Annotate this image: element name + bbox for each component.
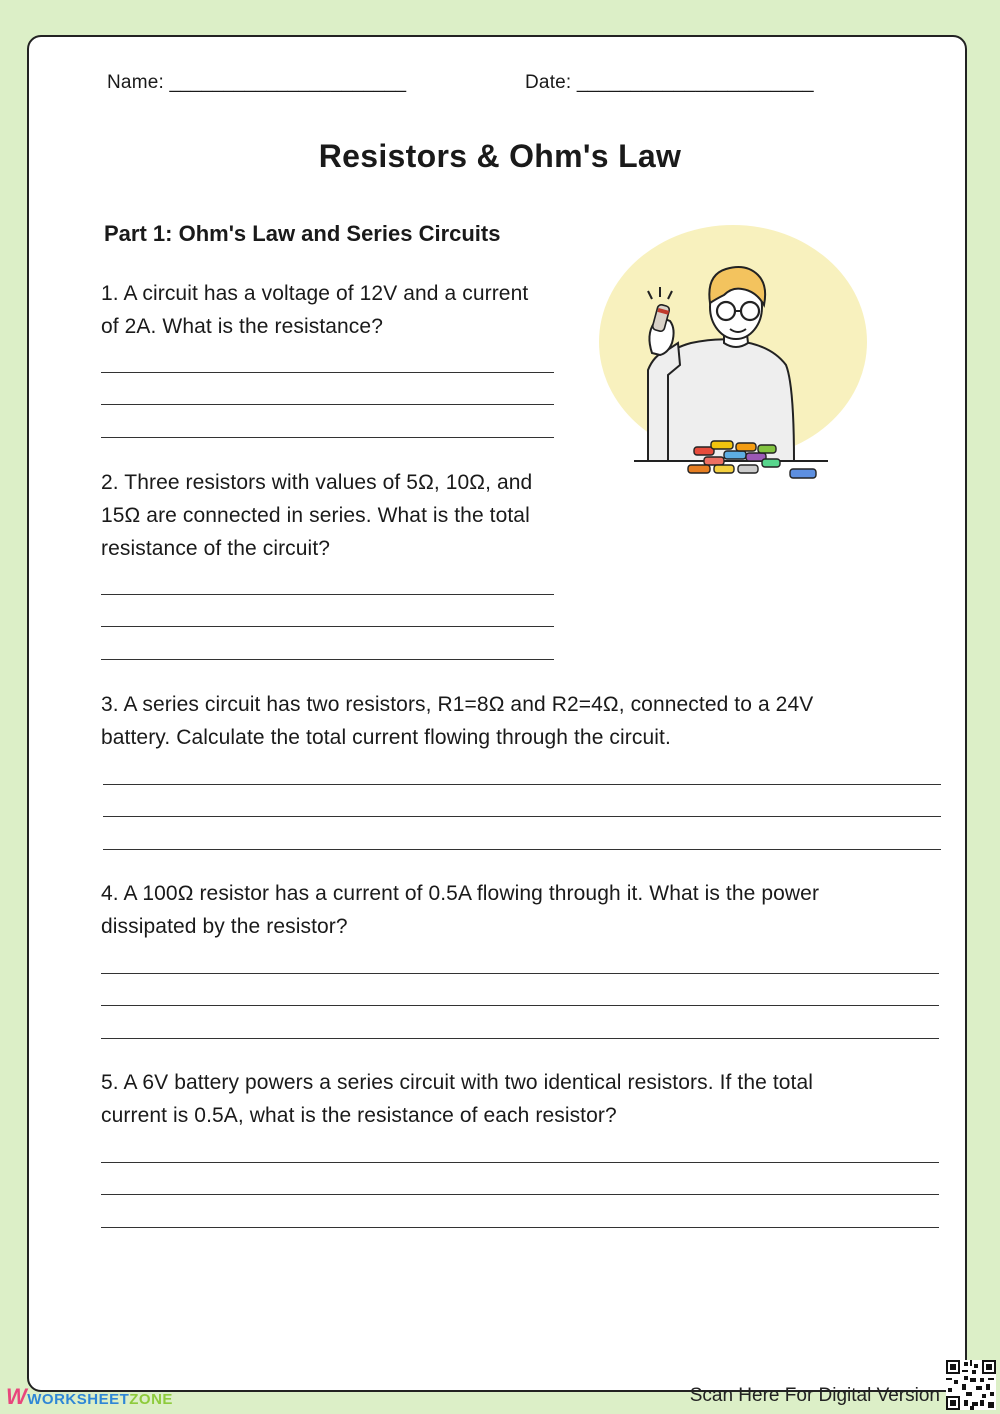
answer-line[interactable]	[101, 373, 554, 406]
answer-line[interactable]	[103, 817, 941, 850]
question-3	[101, 688, 813, 754]
page-title: Resistors & Ohm's Law	[318, 138, 682, 174]
answer-lines-4[interactable]	[101, 941, 939, 1039]
answer-line[interactable]	[101, 340, 554, 373]
question-2-line-2: 15Ω are connected in series. What is the total	[101, 504, 530, 527]
logo-text-worksheet: WORKSHEET	[27, 1391, 130, 1408]
qr-code-icon[interactable]	[946, 1360, 996, 1410]
question-4-line-1: 4. A 100Ω resistor has a current of 0.5A flowing through it. What is the power	[101, 882, 820, 905]
question-3-line-2: battery. Calculate the total current flowing through the circuit.	[101, 726, 671, 749]
answer-line[interactable]	[101, 405, 554, 438]
question-2-line-3: resistance of the circuit?	[101, 537, 331, 560]
section-heading: Part 1: Ohm's Law and Series Circuits	[104, 221, 501, 246]
question-4	[101, 877, 819, 943]
answer-line[interactable]	[103, 785, 941, 818]
question-1-line-1: 1. A circuit has a voltage of 12V and a current	[101, 282, 529, 305]
answer-lines-3[interactable]	[103, 752, 941, 850]
answer-lines-5[interactable]	[101, 1130, 939, 1228]
answer-line[interactable]	[101, 627, 554, 660]
question-4-line-2: dissipated by the resistor?	[101, 915, 348, 938]
answer-line[interactable]	[101, 1163, 939, 1196]
answer-line[interactable]	[101, 1195, 939, 1228]
answer-line[interactable]	[101, 941, 939, 974]
question-2-line-1: 2. Three resistors with values of 5Ω, 10Ω, and	[101, 471, 533, 494]
person-with-resistor-illustration	[596, 225, 876, 495]
name-field[interactable]: Name: ______________________	[107, 72, 407, 93]
question-5-line-1: 5. A 6V battery powers a series circuit with two identical resistors. If the total	[101, 1071, 814, 1094]
answer-lines-2[interactable]	[101, 562, 554, 660]
date-field[interactable]: Date: ______________________	[525, 72, 814, 93]
answer-line[interactable]	[101, 595, 554, 628]
question-1-line-2: of 2A. What is the resistance?	[101, 315, 383, 338]
question-3-line-1: 3. A series circuit has two resistors, R1=8Ω and R2=4Ω, connected to a 24V	[101, 693, 814, 716]
answer-line[interactable]	[101, 974, 939, 1007]
answer-line[interactable]	[101, 1006, 939, 1039]
question-1	[101, 277, 528, 343]
logo-text-zone: ZONE	[129, 1391, 173, 1408]
scan-caption: Scan Here For Digital Version	[689, 1385, 940, 1406]
logo-mark: W	[6, 1384, 28, 1409]
answer-lines-1[interactable]	[101, 340, 554, 438]
answer-line[interactable]	[103, 752, 941, 785]
worksheetzone-logo[interactable]	[6, 1384, 173, 1410]
answer-line[interactable]	[101, 562, 554, 595]
question-5	[101, 1066, 813, 1132]
question-2	[101, 466, 532, 565]
question-5-line-2: current is 0.5A, what is the resistance of each resistor?	[101, 1104, 617, 1127]
answer-line[interactable]	[101, 1130, 939, 1163]
